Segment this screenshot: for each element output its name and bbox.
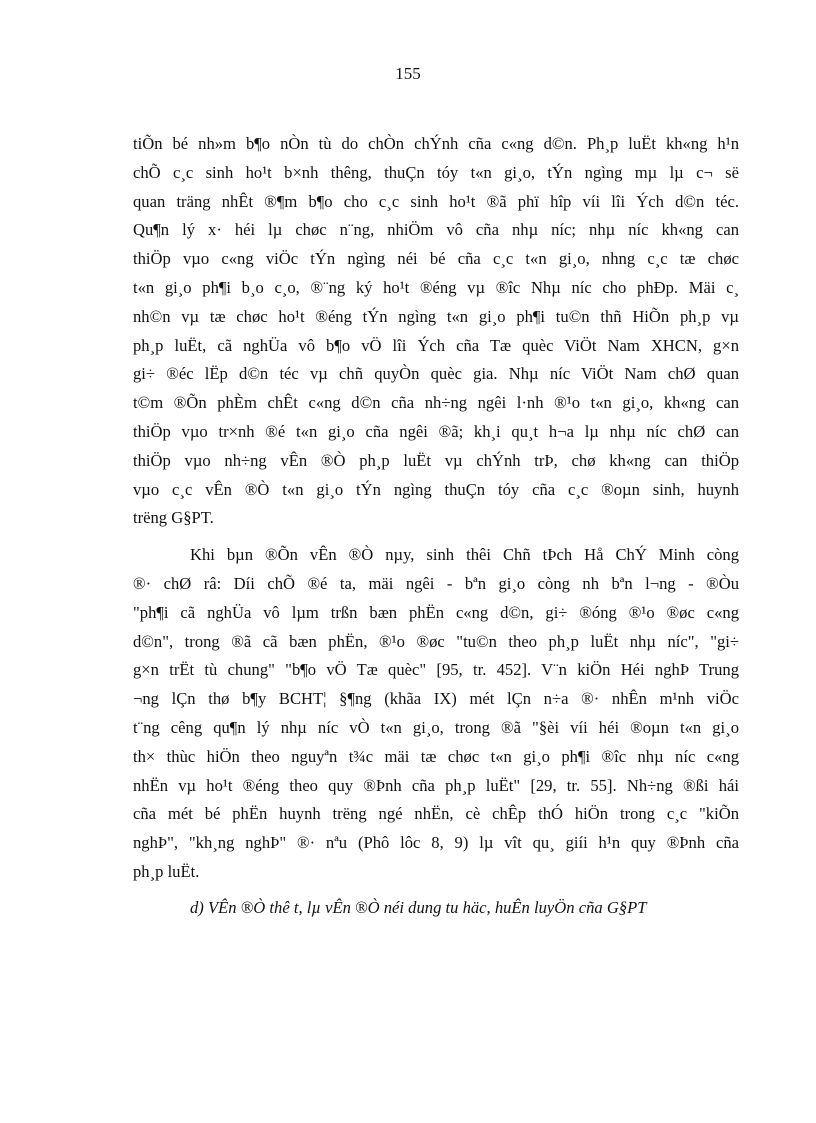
text-line: ¬ng lÇn thø b¶y BCHT¦ §¶ng (khãa IX) mét lÇn n÷a ®· nhÊn m¹nh viÖc	[133, 689, 739, 709]
text-line: trëng G§PT.	[133, 508, 214, 528]
text-line: th× thùc hiÖn theo nguyªn t¾c mäi tæ chøc t«n gi¸o ph¶i ®îc nhµ níc c«ng	[133, 746, 739, 766]
text-line: t©m ®Õn phÈm chÊt c«ng d©n cña nh÷ng ngêi l·nh ®¹o t«n gi¸o, kh«ng can	[133, 393, 739, 413]
text-line: quan träng nhÊt ®¶m b¶o cho c¸c sinh ho¹t ®ã phï hîp víi lîi Ých d©n téc.	[133, 191, 739, 211]
text-line: cña mét bé phËn huynh trëng ngé nhËn, cè chÊp thÓ hiÖn trong c¸c "kiÕn	[133, 804, 739, 824]
section-heading: d) VÊn ®Ò thê t, lµ vÊn ®Ò néi dung tu häc, huÊn luyÖn cña G§PT	[190, 897, 647, 917]
text-line: Qu¶n lý x· héi lµ chøc n¨ng, nhiÖm vô cña nhµ níc; nhµ níc kh«ng can	[133, 220, 739, 240]
text-line: g×n trËt tù chung" "b¶o vÖ Tæ quèc" [95, tr. 452]. V¨n kiÖn Héi nghÞ Trung	[133, 660, 739, 680]
text-line: nghÞ", "kh¸ng nghÞ" ®· nªu (Phô lôc 8, 9) lµ vît qu¸ giíi h¹n quy ®Þnh cña	[133, 833, 739, 853]
text-line: t«n gi¸o ph¶i b¸o c¸o, ®¨ng ký ho¹t ®éng vµ ®îc Nhµ níc cho phÐp. Mäi c¸	[133, 277, 739, 297]
text-line: t¨ng cêng qu¶n lý nhµ níc vÒ t«n gi¸o, trong ®ã "§èi víi héi ®oµn t«n gi¸o	[133, 717, 739, 737]
text-line: ph¸p luËt.	[133, 861, 200, 881]
document-body	[133, 130, 739, 923]
text-line: d©n", trong ®ã cã bæn phËn, ®¹o ®øc "tu©n theo ph¸p luËt nhµ níc", "gi÷	[133, 631, 739, 651]
text-line: thiÖp vµo c«ng viÖc tÝn ngìng néi bé cña c¸c t«n gi¸o, nhng c¸c tæ chøc	[133, 249, 739, 269]
text-line: ph¸p luËt, cã nghÜa vô b¶o vÖ lîi Ých cña Tæ quèc ViÖt Nam XHCN, g×n	[133, 335, 739, 355]
text-line: chÕ c¸c sinh ho¹t b×nh thêng, thuÇn tóy t«n gi¸o, tÝn ngìng mµ lµ c¬ së	[133, 162, 739, 182]
text-line: thiÖp vµo tr×nh ®é t«n gi¸o cña ngêi ®ã; kh¸i qu¸t h¬a lµ nhµ níc chØ can	[133, 421, 739, 441]
text-line: nh©n vµ tæ chøc ho¹t ®éng tÝn ngìng t«n gi¸o ph¶i tu©n thñ HiÕn ph¸p vµ	[133, 306, 739, 326]
paragraph-spacer	[133, 533, 739, 541]
text-line: Khi bµn ®Õn vÊn ®Ò nµy, sinh thêi Chñ tÞch Hå ChÝ Minh còng	[190, 545, 739, 565]
text-line: "ph¶i cã nghÜa vô lµm trßn bæn phËn c«ng d©n, gi÷ ®óng ®¹o ®øc c«ng	[133, 602, 739, 622]
text-line: vµo c¸c vÊn ®Ò t«n gi¸o tÝn ngìng thuÇn tóy cña c¸c ®oµn sinh, huynh	[133, 479, 739, 499]
text-line: gi÷ ®éc lËp d©n téc vµ chñ quyÒn quèc gia. Nhµ níc ViÖt Nam chØ quan	[133, 364, 739, 384]
text-line: ®· chØ râ: Díi chÕ ®é ta, mäi ngêi - bªn gi¸o còng nh bªn l¬ng - ®Òu	[133, 573, 739, 593]
paragraph-1	[133, 130, 739, 533]
text-line: thiÖp vµo nh÷ng vÊn ®Ò ph¸p luËt vµ chÝnh trÞ, chø kh«ng can thiÖp	[133, 450, 739, 470]
page-number: 155	[395, 64, 421, 83]
text-line: tiÕn bé nh»m b¶o nÒn tù do chÒn chÝnh cña c«ng d©n. Ph¸p luËt kh«ng h¹n	[133, 134, 739, 153]
text-line: nhËn vµ ho¹t ®éng theo quy ®Þnh cña ph¸p luËt" [29, tr. 55]. Nh÷ng ®ßi hái	[133, 775, 739, 795]
paragraph-2	[133, 541, 739, 887]
